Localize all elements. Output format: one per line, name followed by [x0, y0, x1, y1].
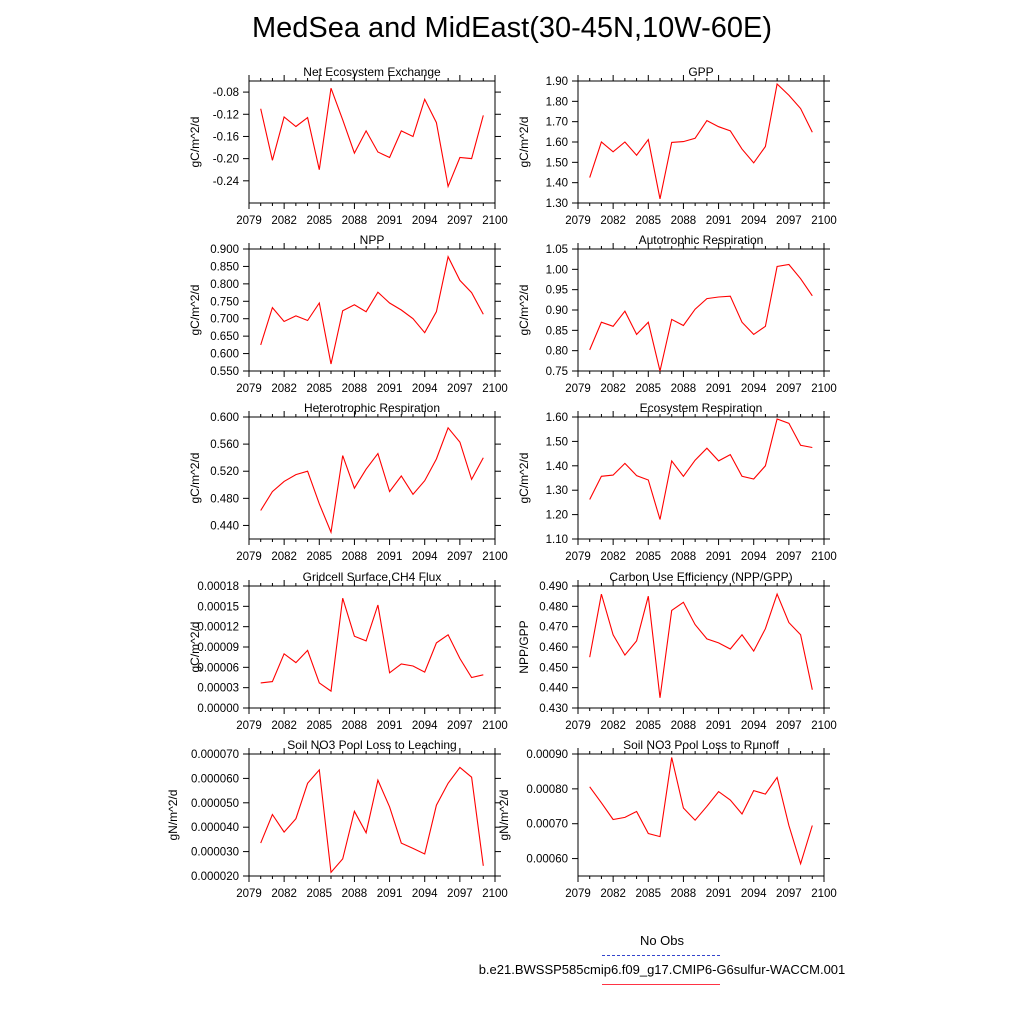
panel-title: Carbon Use Efficiency (NPP/GPP)	[609, 570, 793, 584]
x-tick-label: 2097	[776, 383, 802, 395]
y-tick-label: -0.08	[212, 87, 239, 100]
x-tick-label: 2094	[740, 215, 767, 227]
chart-panel	[188, 233, 508, 395]
plot-frame	[249, 417, 495, 539]
plot-frame	[249, 586, 495, 708]
x-tick-label: 2100	[811, 720, 837, 732]
plot-frame	[578, 417, 824, 539]
y-tick-label: 0.460	[539, 642, 568, 654]
x-tick-label: 2088	[670, 551, 697, 563]
x-tick-label: 2085	[306, 215, 333, 227]
x-tick-label: 2079	[236, 215, 262, 227]
x-tick-label: 2091	[705, 215, 732, 227]
series-line	[261, 88, 484, 186]
x-tick-label: 2082	[600, 551, 626, 563]
y-axis-label: gC/m^2/d	[188, 621, 202, 673]
panel-title: Soil NO3 Pool Loss to Runoff	[623, 738, 779, 752]
x-tick-label: 2085	[635, 888, 662, 900]
series-line	[590, 265, 813, 372]
series-line	[261, 598, 484, 691]
y-tick-label: 1.05	[545, 244, 568, 256]
x-tick-label: 2085	[635, 383, 662, 395]
y-tick-label: 1.90	[545, 76, 568, 88]
panel-title: Heterotrophic Respiration	[303, 401, 441, 415]
x-tick-label: 2097	[776, 551, 802, 563]
series-line	[590, 594, 813, 698]
y-tick-label: 0.000040	[191, 822, 239, 835]
x-tick-label: 2094	[411, 551, 438, 563]
panel-title: Gridcell Surface CH4 Flux	[302, 570, 442, 584]
plot-frame	[249, 249, 495, 371]
y-tick-label: -0.16	[212, 131, 239, 144]
x-tick-label: 2094	[411, 215, 438, 227]
y-tick-label: 1.60	[545, 412, 568, 424]
y-axis-label: gC/m^2/d	[188, 452, 202, 504]
y-tick-label: 0.80	[545, 345, 568, 358]
panel-title: GPP	[688, 65, 714, 79]
y-tick-label: 0.75	[545, 366, 568, 378]
y-axis-label: gC/m^2/d	[188, 284, 202, 336]
y-tick-label: 1.40	[545, 177, 568, 190]
panel-title: Net Ecosystem Exchange	[303, 65, 441, 79]
x-tick-label: 2088	[670, 720, 697, 732]
y-tick-label: 0.00015	[197, 601, 239, 614]
y-tick-label: 0.00070	[526, 818, 568, 831]
x-tick-label: 2091	[705, 551, 732, 563]
x-tick-label: 2094	[411, 383, 438, 395]
x-tick-label: 2097	[447, 888, 473, 900]
x-tick-label: 2088	[341, 551, 368, 563]
y-tick-label: 1.00	[545, 264, 568, 277]
y-tick-label: 1.80	[545, 96, 568, 109]
y-axis-label: gC/m^2/d	[517, 284, 531, 336]
panel-title: Autotrophic Respiration	[638, 233, 764, 247]
x-tick-label: 2079	[565, 383, 591, 395]
plot-frame	[578, 754, 824, 876]
x-tick-label: 2097	[447, 551, 473, 563]
y-tick-label: -0.20	[212, 153, 239, 166]
chart-panel	[497, 738, 837, 900]
series-line	[590, 84, 813, 199]
plot-frame	[578, 586, 824, 708]
y-tick-label: 0.800	[210, 278, 239, 291]
plot-frame	[578, 249, 824, 371]
x-tick-label: 2085	[306, 888, 333, 900]
y-tick-label: 0.450	[539, 662, 568, 675]
chart-panel	[517, 401, 837, 563]
y-tick-label: 1.70	[545, 116, 568, 129]
x-tick-label: 2091	[376, 720, 403, 732]
x-tick-label: 2097	[776, 720, 802, 732]
x-tick-label: 2094	[740, 551, 767, 563]
x-tick-label: 2100	[482, 720, 508, 732]
chart-panel	[517, 233, 837, 395]
chart-panel	[517, 570, 837, 732]
x-tick-label: 2097	[776, 888, 802, 900]
x-tick-label: 2088	[341, 720, 368, 732]
x-tick-label: 2088	[670, 383, 697, 395]
y-tick-label: 0.000060	[191, 773, 239, 786]
x-tick-label: 2097	[447, 215, 473, 227]
y-tick-label: 0.470	[539, 621, 568, 634]
x-tick-label: 2085	[306, 720, 333, 732]
y-tick-label: 0.000020	[191, 871, 239, 883]
x-tick-label: 2094	[411, 720, 438, 732]
x-tick-label: 2100	[482, 888, 508, 900]
chart-panel	[188, 570, 508, 732]
y-axis-label: gC/m^2/d	[517, 116, 531, 168]
x-tick-label: 2079	[565, 888, 591, 900]
series-line	[261, 428, 484, 532]
x-tick-label: 2085	[635, 551, 662, 563]
legend-model-line	[602, 984, 720, 985]
y-tick-label: 1.10	[545, 534, 568, 546]
y-tick-label: 0.440	[539, 682, 568, 695]
y-tick-label: 0.90	[545, 305, 568, 317]
y-tick-label: 0.600	[210, 348, 239, 361]
series-line	[261, 767, 484, 872]
y-tick-label: -0.12	[212, 109, 239, 122]
y-tick-label: 0.750	[210, 296, 239, 309]
x-tick-label: 2100	[811, 215, 837, 227]
y-tick-label: 1.30	[545, 485, 568, 498]
x-tick-label: 2100	[811, 551, 837, 563]
x-tick-label: 2100	[811, 383, 837, 395]
y-tick-label: 0.00006	[197, 662, 239, 675]
y-tick-label: 0.550	[210, 366, 239, 378]
main-title: MedSea and MidEast(30-45N,10W-60E)	[251, 12, 773, 44]
x-tick-label: 2091	[705, 720, 732, 732]
x-tick-label: 2091	[376, 888, 403, 900]
x-tick-label: 2085	[635, 720, 662, 732]
legend-obs-label: No Obs	[639, 933, 685, 948]
series-line	[590, 758, 813, 864]
y-axis-label: NPP/GPP	[517, 620, 531, 674]
x-tick-label: 2094	[740, 383, 767, 395]
y-tick-label: 0.900	[210, 244, 239, 256]
y-tick-label: -0.24	[212, 175, 239, 188]
series-line	[590, 419, 813, 520]
x-tick-label: 2088	[670, 888, 697, 900]
y-axis-label: gC/m^2/d	[188, 116, 202, 168]
legend-obs-line	[602, 955, 720, 956]
y-tick-label: 0.00003	[197, 682, 239, 695]
x-tick-label: 2082	[600, 888, 626, 900]
x-tick-label: 2082	[600, 383, 626, 395]
y-tick-label: 0.00060	[526, 853, 568, 866]
x-tick-label: 2079	[236, 720, 262, 732]
y-tick-label: 0.00009	[197, 642, 239, 654]
plot-frame	[578, 81, 824, 203]
x-tick-label: 2082	[600, 215, 626, 227]
y-tick-label: 0.490	[539, 581, 568, 593]
y-tick-label: 1.30	[545, 198, 568, 210]
y-tick-label: 0.520	[210, 466, 239, 479]
y-tick-label: 0.480	[539, 601, 568, 614]
x-tick-label: 2085	[306, 551, 333, 563]
panel-title: NPP	[359, 233, 385, 247]
y-tick-label: 0.560	[210, 439, 239, 452]
y-axis-label: gC/m^2/d	[517, 452, 531, 504]
plot-frame	[249, 754, 495, 876]
x-tick-label: 2100	[482, 215, 508, 227]
x-tick-label: 2100	[482, 551, 508, 563]
y-tick-label: 0.700	[210, 313, 239, 326]
y-axis-label: gN/m^2/d	[166, 789, 180, 841]
x-tick-label: 2091	[376, 383, 403, 395]
x-tick-label: 2079	[565, 551, 591, 563]
x-tick-label: 2082	[271, 720, 297, 732]
x-tick-label: 2085	[306, 383, 333, 395]
y-tick-label: 1.50	[545, 157, 568, 170]
x-tick-label: 2088	[341, 888, 368, 900]
x-tick-label: 2097	[776, 215, 802, 227]
x-tick-label: 2082	[600, 720, 626, 732]
x-tick-label: 2091	[376, 215, 403, 227]
x-tick-label: 2085	[635, 215, 662, 227]
x-tick-label: 2091	[376, 551, 403, 563]
y-tick-label: 0.00090	[526, 749, 568, 761]
y-tick-label: 0.00000	[197, 703, 239, 715]
y-tick-label: 0.430	[539, 703, 568, 715]
y-tick-label: 1.40	[545, 460, 568, 473]
x-tick-label: 2100	[482, 383, 508, 395]
x-tick-label: 2088	[341, 383, 368, 395]
x-tick-label: 2091	[705, 383, 732, 395]
y-tick-label: 0.00080	[526, 783, 568, 796]
y-tick-label: 1.60	[545, 137, 568, 149]
x-tick-label: 2094	[411, 888, 438, 900]
y-tick-label: 0.95	[545, 284, 568, 297]
chart-panel	[188, 65, 508, 227]
y-tick-label: 1.20	[545, 509, 568, 522]
chart-panel	[188, 401, 508, 563]
y-tick-label: 0.000030	[191, 846, 239, 859]
chart-panel	[166, 738, 508, 900]
x-tick-label: 2082	[271, 551, 297, 563]
x-tick-label: 2100	[811, 888, 837, 900]
x-tick-label: 2097	[447, 383, 473, 395]
x-tick-label: 2082	[271, 215, 297, 227]
series-line	[261, 257, 484, 364]
y-tick-label: 0.000050	[191, 797, 239, 810]
y-tick-label: 1.50	[545, 436, 568, 449]
y-tick-label: 0.850	[210, 261, 239, 274]
x-tick-label: 2079	[236, 551, 262, 563]
y-tick-label: 0.00018	[197, 581, 239, 593]
x-tick-label: 2079	[565, 215, 591, 227]
y-axis-label: gN/m^2/d	[497, 789, 511, 841]
x-tick-label: 2097	[447, 720, 473, 732]
y-tick-label: 0.000070	[191, 749, 239, 761]
x-tick-label: 2079	[236, 888, 262, 900]
y-tick-label: 0.00012	[197, 621, 239, 634]
y-tick-label: 0.440	[210, 520, 239, 533]
x-tick-label: 2088	[341, 215, 368, 227]
x-tick-label: 2082	[271, 888, 297, 900]
chart-panel	[517, 65, 837, 227]
y-tick-label: 0.650	[210, 331, 239, 344]
panel-title: Ecosystem Respiration	[639, 401, 763, 415]
y-tick-label: 0.480	[210, 493, 239, 506]
y-tick-label: 0.600	[210, 412, 239, 424]
x-tick-label: 2094	[740, 888, 767, 900]
y-tick-label: 0.85	[545, 325, 568, 338]
x-tick-label: 2079	[236, 383, 262, 395]
x-tick-label: 2091	[705, 888, 732, 900]
x-tick-label: 2094	[740, 720, 767, 732]
x-tick-label: 2082	[271, 383, 297, 395]
legend-model-label: b.e21.BWSSP585cmip6.f09_g17.CMIP6-G6sulfur-WACCM.001	[478, 962, 846, 977]
panel-title: Soil NO3 Pool Loss to Leaching	[287, 738, 457, 752]
x-tick-label: 2088	[670, 215, 697, 227]
x-tick-label: 2079	[565, 720, 591, 732]
